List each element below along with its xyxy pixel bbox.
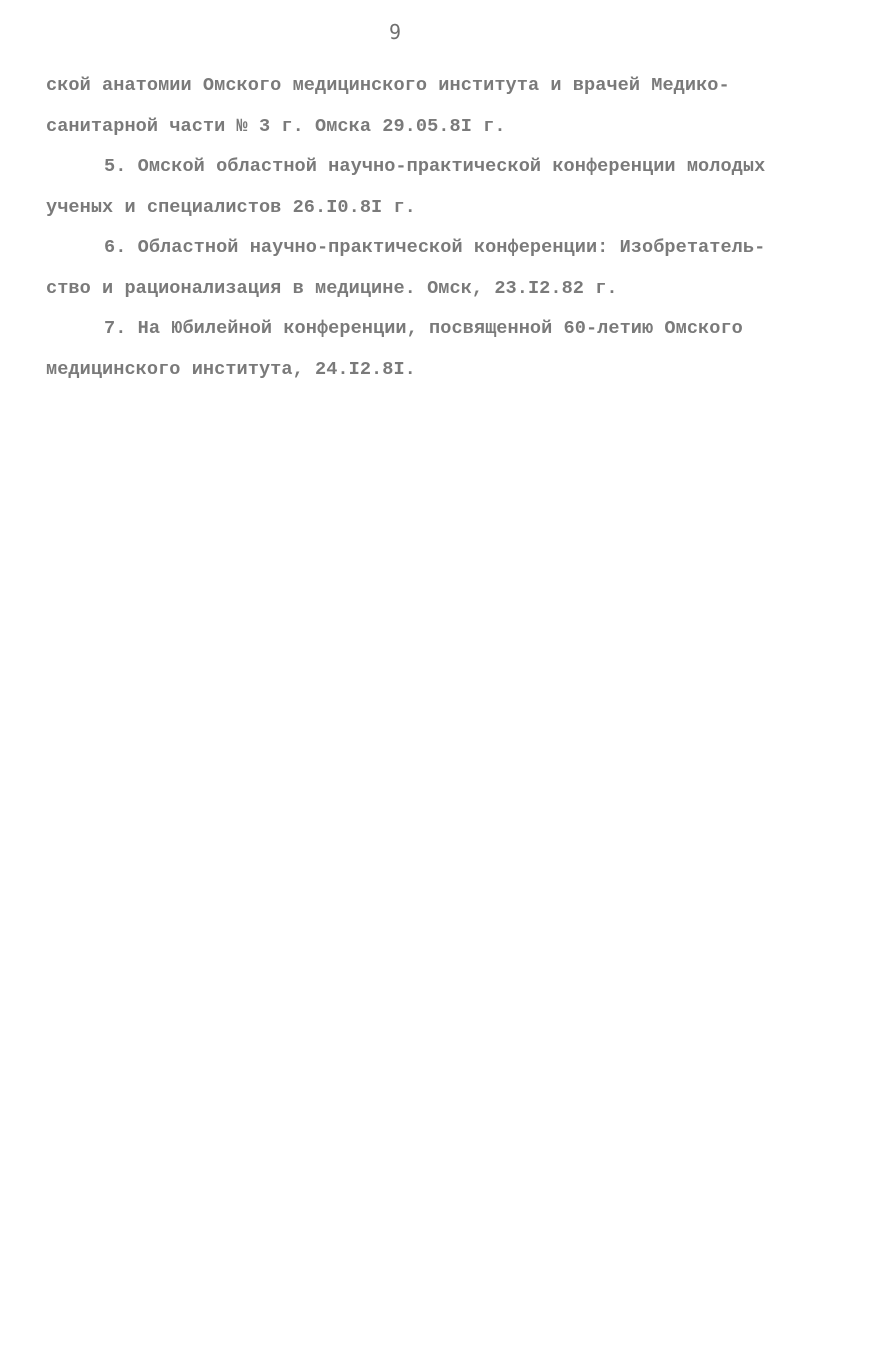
list-item-6: 6. Областной научно-практической конференции: Изобретатель- — [104, 237, 766, 258]
text-line: санитарной части № 3 г. Омска 29.05.8I г. — [46, 115, 506, 137]
text-line: ской анатомии Омского медицинского института и врачей Медико- — [46, 75, 730, 96]
text-line: ученых и специалистов 26.I0.8I г. — [46, 196, 416, 218]
list-item-7: 7. На Юбилейной конференции, посвященной 60-летию Омского — [104, 318, 743, 339]
list-item-5: 5. Омской областной научно-практической конференции молодых — [104, 156, 766, 177]
body-text — [46, 66, 846, 390]
page-number: 9 — [388, 20, 402, 44]
text-line: медицинского института, 24.I2.8I. — [46, 358, 416, 380]
text-line: ство и рационализация в медицине. Омск, 23.I2.82 г. — [46, 277, 618, 299]
